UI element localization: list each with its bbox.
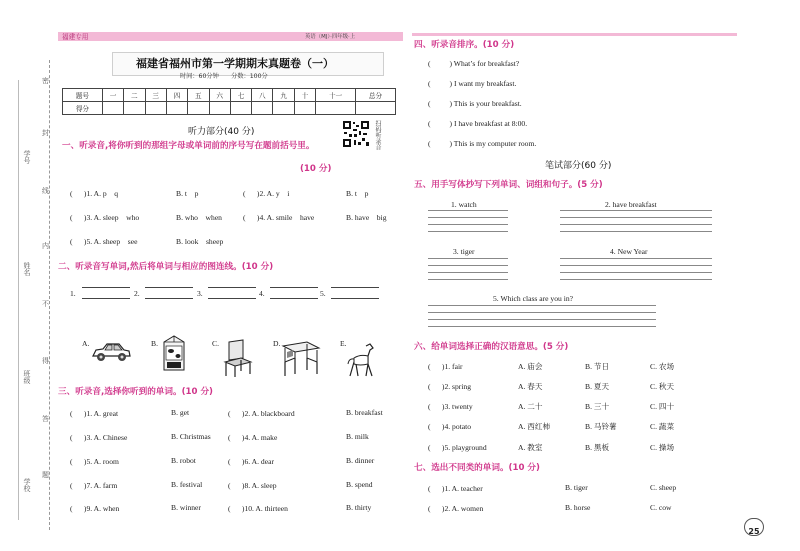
qr-caption: 扫码听录音 (374, 120, 381, 150)
question-item[interactable]: ( )4. A. make (228, 433, 278, 442)
answer-blank[interactable] (208, 298, 256, 299)
question-item[interactable]: ( )3. A. Chinese (70, 433, 128, 442)
option-text: B. Christmas (171, 432, 211, 441)
handwriting-line[interactable] (560, 217, 712, 218)
ordering-item[interactable]: ( ) I want my breakfast. (428, 79, 517, 88)
page-number: 25 (748, 527, 760, 536)
answer-blank[interactable] (331, 298, 379, 299)
option-text: B. t p (176, 189, 199, 198)
table-cell: 五 (188, 89, 209, 102)
option-text: B. 马铃薯 (585, 422, 617, 431)
table-row (63, 89, 396, 102)
answer-blank[interactable] (82, 298, 130, 299)
question-item[interactable]: ( )6. A. dear (228, 457, 274, 466)
blank-number: 2. (134, 289, 140, 298)
score-cell[interactable] (230, 102, 251, 115)
option-text: B. milk (346, 432, 369, 441)
question-item[interactable]: ( )2. A. women (428, 504, 484, 513)
score-cell[interactable] (294, 102, 315, 115)
seal-char: 封 (42, 129, 49, 137)
book-label: 英语（MJ）·四年级·上 (305, 34, 356, 40)
seal-char: 线 (42, 187, 49, 195)
question-item[interactable]: ( )3. twenty (428, 402, 473, 411)
table-cell: 八 (252, 89, 273, 102)
score-cell[interactable] (188, 102, 209, 115)
handwriting-line[interactable] (428, 210, 508, 211)
answer-blank[interactable] (270, 287, 318, 288)
blank-number: 1. (70, 289, 76, 298)
handwriting-line[interactable] (428, 265, 508, 266)
ordering-item[interactable]: ( ) This is your breakfast. (428, 99, 522, 108)
right-header-band (412, 33, 737, 36)
question-item[interactable]: ( )2. A. y i (243, 189, 290, 198)
handwriting-line[interactable] (428, 224, 508, 225)
option-text: B. 夏天 (585, 382, 610, 391)
handwriting-line[interactable] (428, 326, 656, 327)
school-label: 学校 (23, 478, 31, 492)
option-text: A. 庙会 (518, 362, 543, 371)
copy-prompt: 3. tiger (453, 247, 475, 256)
section-1-title: 一、听录音,将你听到的那组字母或单词前的序号写在题前括号里。 (62, 141, 315, 151)
qr-code-icon[interactable] (342, 120, 370, 148)
written-title: 笔试部分(60 分) (545, 161, 612, 171)
option-text: A. 二十 (518, 402, 543, 411)
seal-char: 得 (42, 357, 49, 365)
question-item[interactable]: ( )5. A. room (70, 457, 119, 466)
section-3-title: 三、听录音,选择你听到的单词。(10 分) (58, 387, 213, 397)
picture-label: E. (340, 339, 347, 348)
option-text: B. 节日 (585, 362, 610, 371)
picture-label: C. (212, 339, 219, 348)
score-cell[interactable] (102, 102, 123, 115)
handwriting-line[interactable] (428, 305, 656, 306)
question-item[interactable]: ( )1. A. teacher (428, 484, 483, 493)
score-cell[interactable] (124, 102, 145, 115)
picture-label: B. (151, 339, 158, 348)
option-text: B. look sheep (176, 237, 224, 246)
question-item[interactable]: ( )4. potato (428, 422, 472, 431)
table-cell: 七 (230, 89, 251, 102)
option-text: B. thirty (346, 503, 372, 512)
question-item[interactable]: ( )3. A. sleep who (70, 213, 140, 222)
table-cell: 得分 (63, 102, 103, 115)
seal-char: 密 (42, 77, 49, 85)
score-cell[interactable] (273, 102, 294, 115)
section-2-title: 二、听录音写单词,然后将单词与相应的图连线。(10 分) (58, 262, 274, 272)
handwriting-line[interactable] (428, 319, 656, 320)
option-text: B. 三十 (585, 402, 610, 411)
score-table (62, 88, 396, 115)
question-item[interactable]: ( )2. spring (428, 382, 472, 391)
car-icon[interactable] (90, 340, 132, 368)
option-text: B. robot (171, 456, 196, 465)
score-cell[interactable] (252, 102, 273, 115)
table-row (63, 102, 396, 115)
region-tag: 福建专用 (62, 33, 89, 41)
picture-label: A. (82, 339, 90, 348)
desk-icon[interactable] (281, 338, 321, 382)
option-text: B. tiger (565, 483, 588, 492)
exam-meta: 时间：60分钟 分数：100分 (180, 73, 268, 80)
seal-char: 答 (42, 415, 49, 423)
option-text: B. festival (171, 480, 203, 489)
table-cell: 总分 (356, 89, 396, 102)
option-text: A. 春天 (518, 382, 543, 391)
handwriting-line[interactable] (428, 258, 508, 259)
answer-blank[interactable] (145, 287, 193, 288)
score-cell[interactable] (166, 102, 187, 115)
page-number-badge (744, 518, 764, 536)
option-text: A. 西红柿 (518, 422, 551, 431)
option-text: B. winner (171, 503, 201, 512)
handwriting-line[interactable] (428, 272, 508, 273)
option-text: C. 蔬菜 (650, 422, 675, 431)
answer-blank[interactable] (145, 298, 193, 299)
option-text: A. 教室 (518, 443, 543, 452)
table-cell: 三 (145, 89, 166, 102)
handwriting-line[interactable] (560, 272, 712, 273)
page-title: 福建省福州市第一学期期末真题卷（一） (136, 57, 334, 70)
question-item[interactable]: ( )4. A. smile have (243, 213, 315, 222)
answer-blank[interactable] (270, 298, 318, 299)
blank-number: 5. (320, 289, 326, 298)
question-item[interactable]: ( )5. A. sheep see (70, 237, 138, 246)
option-text: C. 操场 (650, 443, 675, 452)
handwriting-line[interactable] (428, 217, 508, 218)
option-text: B. get (171, 408, 190, 417)
chair-icon[interactable] (221, 338, 255, 382)
horse-icon[interactable] (346, 342, 376, 382)
score-cell[interactable] (316, 102, 356, 115)
class-label: 班级 (23, 370, 31, 384)
table-cell: 九 (273, 89, 294, 102)
copy-prompt: 4. New Year (610, 247, 648, 256)
score-cell[interactable] (209, 102, 230, 115)
table-cell: 十一 (316, 89, 356, 102)
handwriting-line[interactable] (428, 231, 508, 232)
option-text: C. cow (650, 503, 672, 512)
ordering-item[interactable]: ( ) This is my computer room. (428, 139, 537, 148)
option-text: B. have big (346, 213, 387, 222)
option-text: C. sheep (650, 483, 677, 492)
section-1-points: (10 分) (300, 164, 332, 174)
answer-blank[interactable] (331, 287, 379, 288)
blank-number: 3. (197, 289, 203, 298)
question-item[interactable]: ( )7. A. farm (70, 481, 118, 490)
option-text: C. 农场 (650, 362, 675, 371)
copy-prompt: 1. watch (451, 200, 477, 209)
section-6-title: 六、给单词选择正确的汉语意思。(5 分) (414, 342, 569, 352)
answer-blank[interactable] (208, 287, 256, 288)
question-item[interactable]: ( )9. A. when (70, 504, 120, 513)
ordering-item[interactable]: ( ) What’s for breakfast? (428, 59, 520, 68)
section-7-title: 七、选出不同类的单词。(10 分) (414, 463, 540, 473)
picture-label: D. (273, 339, 281, 348)
handwriting-line[interactable] (560, 210, 712, 211)
handwriting-line[interactable] (428, 312, 656, 313)
copy-prompt: 5. Which class are you in? (493, 294, 573, 303)
table-cell: 十 (294, 89, 315, 102)
seal-char: 题 (42, 471, 49, 479)
section-5-title: 五、用手写体抄写下列单词、词组和句子。(5 分) (414, 180, 603, 190)
ordering-item[interactable]: ( ) I have breakfast at 8:00. (428, 119, 528, 128)
option-text: C. 四十 (650, 402, 675, 411)
table-cell: 题号 (63, 89, 103, 102)
name-label: 姓名 (23, 262, 31, 276)
table-cell: 四 (166, 89, 187, 102)
handwriting-line[interactable] (428, 279, 508, 280)
option-text: B. 黑板 (585, 443, 610, 452)
section-4-title: 四、听录音排序。(10 分) (414, 40, 515, 50)
score-cell[interactable] (356, 102, 396, 115)
handwriting-line[interactable] (560, 265, 712, 266)
question-item[interactable]: ( )8. A. sleep (228, 481, 277, 490)
milk-carton-icon[interactable] (158, 334, 190, 376)
seal-char: 不 (42, 300, 49, 308)
handwriting-line[interactable] (560, 231, 712, 232)
question-item[interactable]: ( )5. playground (428, 443, 487, 452)
question-item[interactable]: ( )1. fair (428, 362, 463, 371)
handwriting-line[interactable] (560, 279, 712, 280)
option-text: B. t p (346, 189, 369, 198)
option-text: B. horse (565, 503, 591, 512)
option-text: B. breakfast (346, 408, 383, 417)
option-text: B. spend (346, 480, 373, 489)
listening-title: 听力部分(40 分) (188, 127, 255, 137)
answer-blank[interactable] (82, 287, 130, 288)
table-cell: 一 (102, 89, 123, 102)
question-item[interactable]: ( )1. A. great (70, 409, 119, 418)
option-text: B. who when (176, 213, 222, 222)
question-item[interactable]: ( )2. A. blackboard (228, 409, 295, 418)
blank-number: 4. (259, 289, 265, 298)
score-cell[interactable] (145, 102, 166, 115)
student-id-label: 学号 (23, 150, 31, 164)
option-text: B. dinner (346, 456, 375, 465)
question-item[interactable]: ( )10. A. thirteen (228, 504, 288, 513)
option-text: C. 秋天 (650, 382, 675, 391)
handwriting-line[interactable] (560, 258, 712, 259)
table-cell: 二 (124, 89, 145, 102)
table-cell: 六 (209, 89, 230, 102)
seal-char: 内 (42, 242, 49, 250)
copy-prompt: 2. have breakfast (605, 200, 657, 209)
question-item[interactable]: ( )1. A. p q (70, 189, 119, 198)
handwriting-line[interactable] (560, 224, 712, 225)
